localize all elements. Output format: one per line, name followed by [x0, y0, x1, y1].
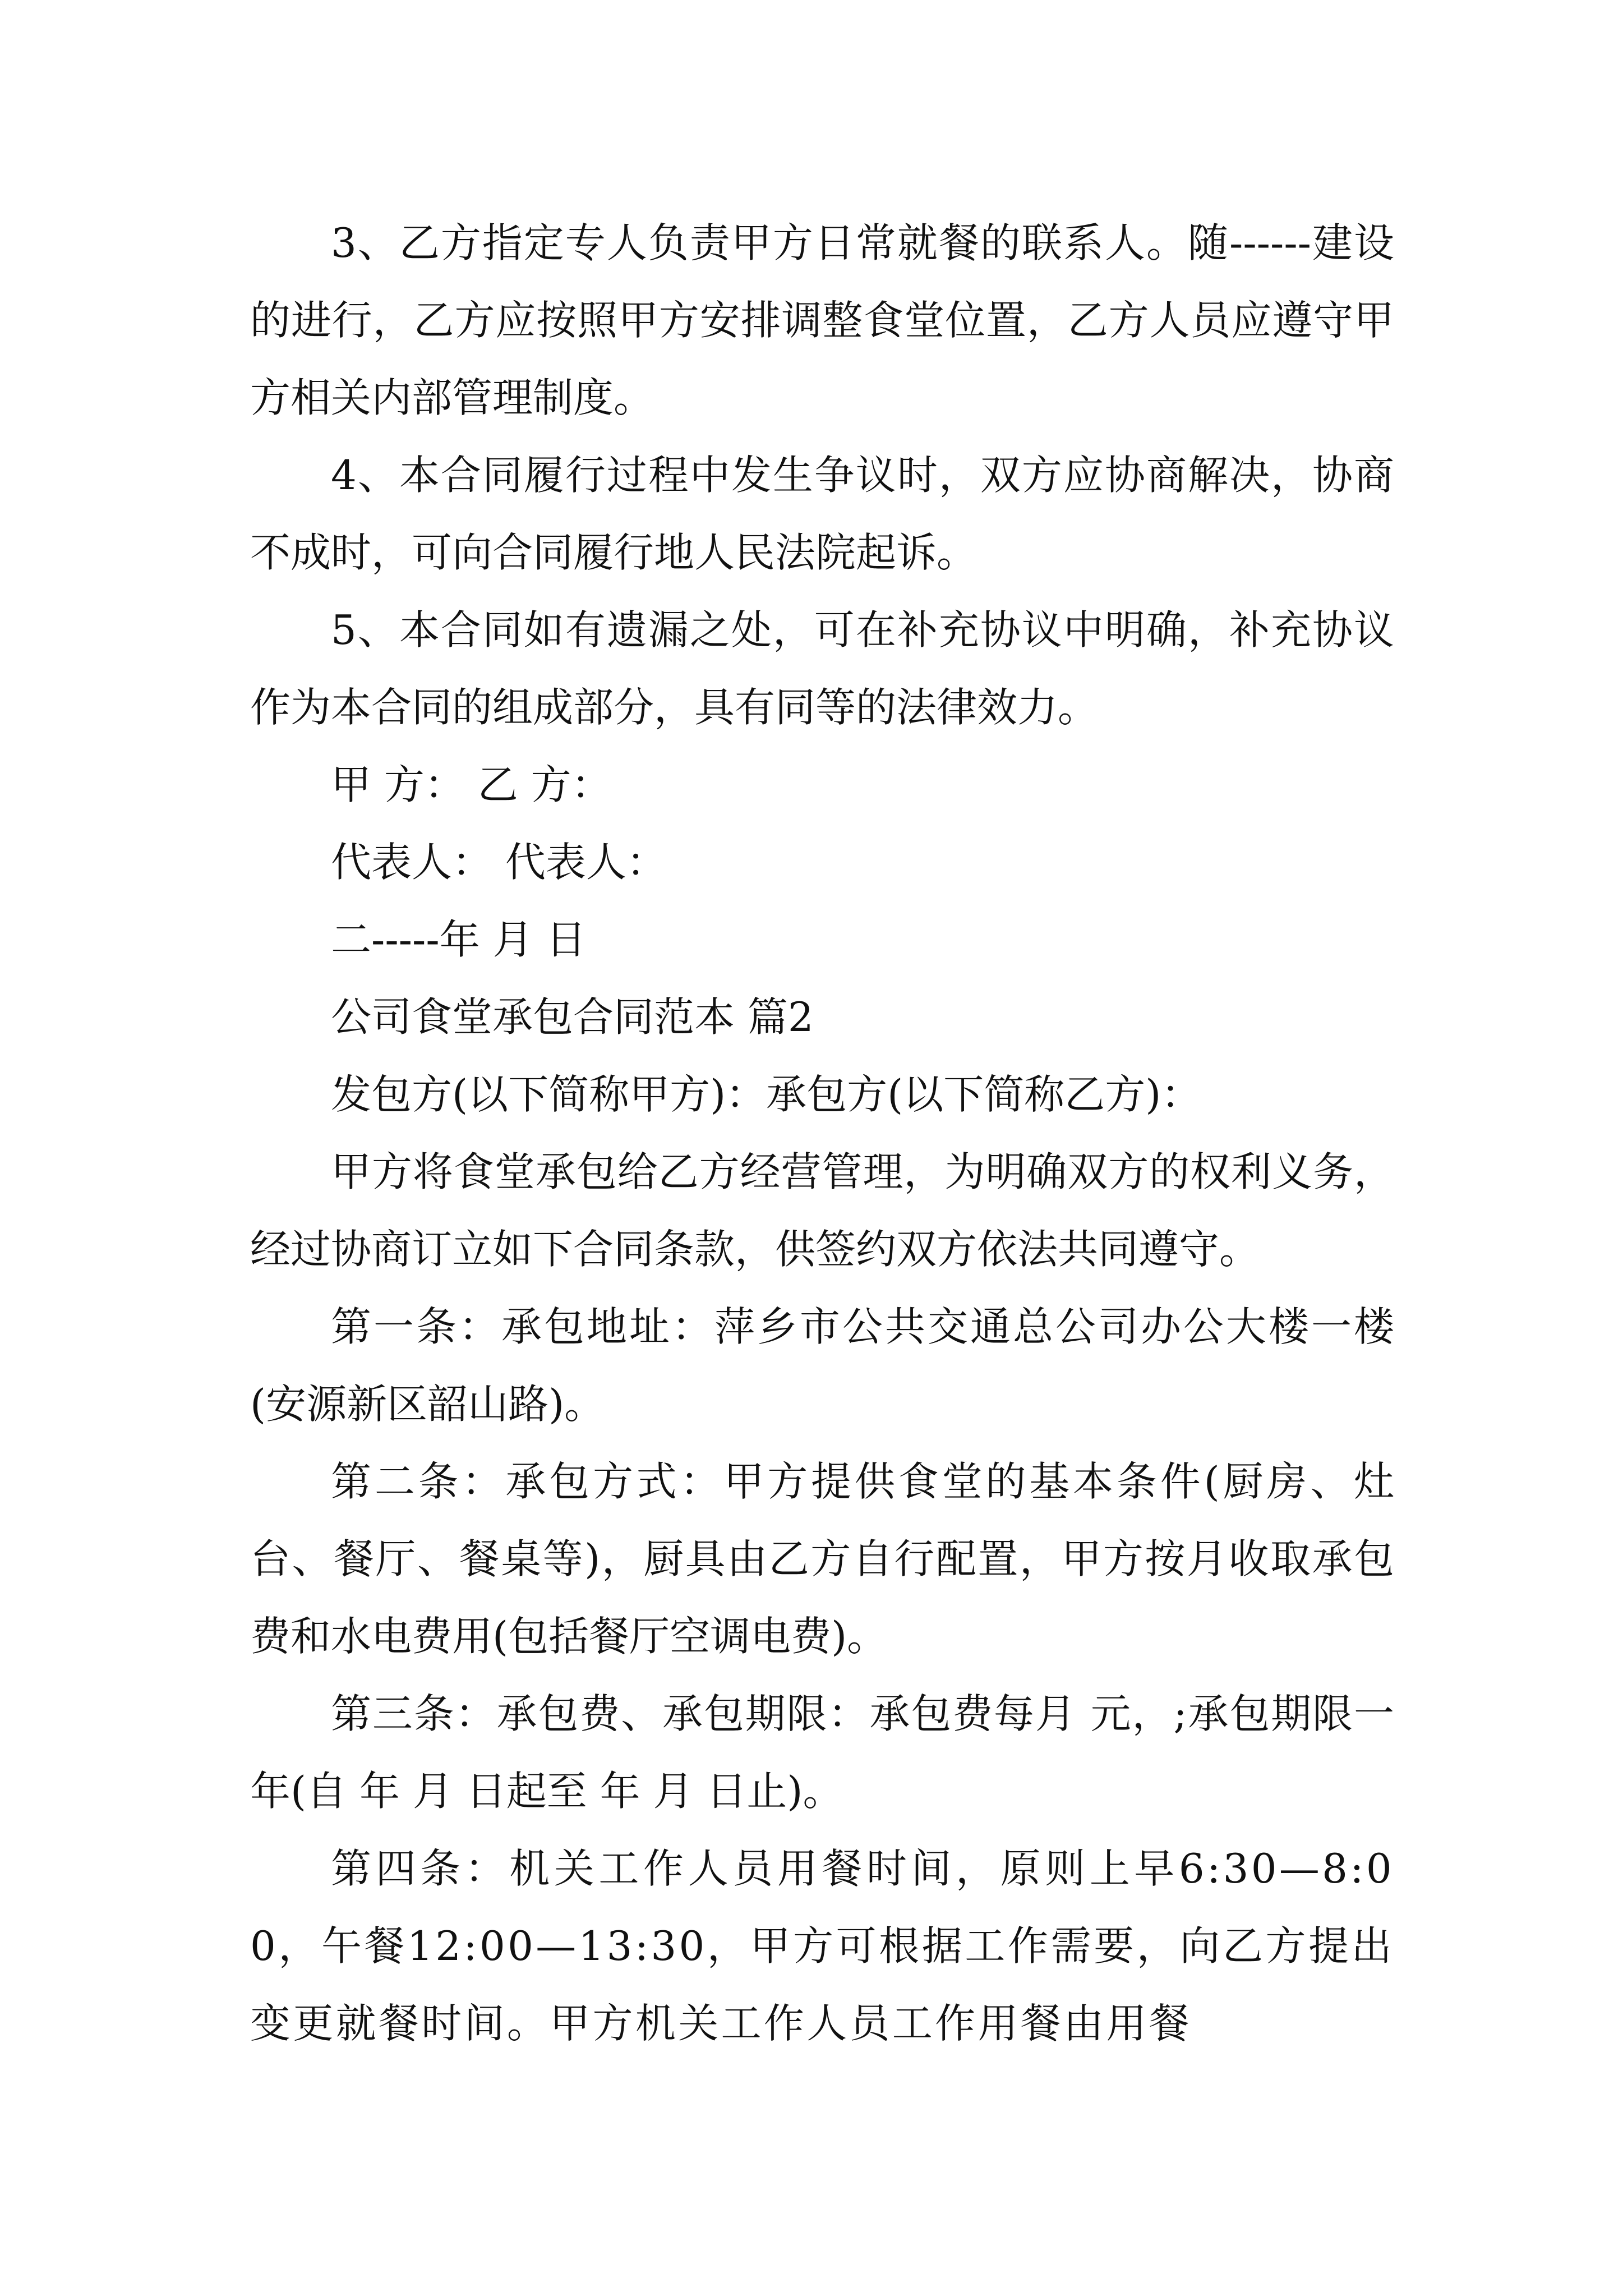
paragraph-clause-5: 5、本合同如有遗漏之处，可在补充协议中明确，补充协议作为本合同的组成部分，具有同等的法律效力。 — [250, 606, 1394, 731]
paragraph-article-4: 第四条：机关工作人员用餐时间，原则上早6:30—8:00，午餐12:00—13:30，甲方可根据工作需要，向乙方提出变更就餐时间。甲方机关工作人员工作用餐由用餐 — [250, 1845, 1394, 2047]
paragraph-article-3: 第三条：承包费、承包期限：承包费每月 元，;承包期限一年(自 年 月 日起至 年 月 日止)。 — [250, 1690, 1394, 1815]
paragraph-article-1: 第一条：承包地址：萍乡市公共交通总公司办公大楼一楼(安源新区韶山路)。 — [250, 1303, 1394, 1428]
signature-parties: 甲 方： 乙 方： — [331, 761, 612, 808]
document-body — [250, 204, 1394, 2062]
paragraph-article-2: 第二条：承包方式：甲方提供食堂的基本条件(厨房、灶台、餐厅、餐桌等)，厨具由乙方自行配置，甲方按月收取承包费和水电费用(包括餐厅空调电费)。 — [250, 1458, 1394, 1660]
paragraph-clause-3: 3、乙方指定专人负责甲方日常就餐的联系人。随------建设的进行，乙方应按照甲方安排调整食堂位置，乙方人员应遵守甲方相关内部管理制度。 — [250, 219, 1394, 421]
parties-line: 发包方(以下简称甲方)：承包方(以下简称乙方)： — [331, 1071, 1202, 1118]
paragraph-clause-4: 4、本合同履行过程中发生争议时，双方应协商解决，协商不成时，可向合同履行地人民法院起诉。 — [250, 452, 1394, 576]
signature-representatives: 代表人： 代表人： — [331, 839, 667, 886]
section-heading: 公司食堂承包合同范本 篇2 — [331, 993, 814, 1041]
paragraph-intro: 甲方将食堂承包给乙方经营管理，为明确双方的权利义务，经过协商订立如下合同条款，供签约双方依法共同遵守。 — [250, 1148, 1394, 1273]
signature-date: 二-----年 月 日 — [331, 916, 587, 963]
